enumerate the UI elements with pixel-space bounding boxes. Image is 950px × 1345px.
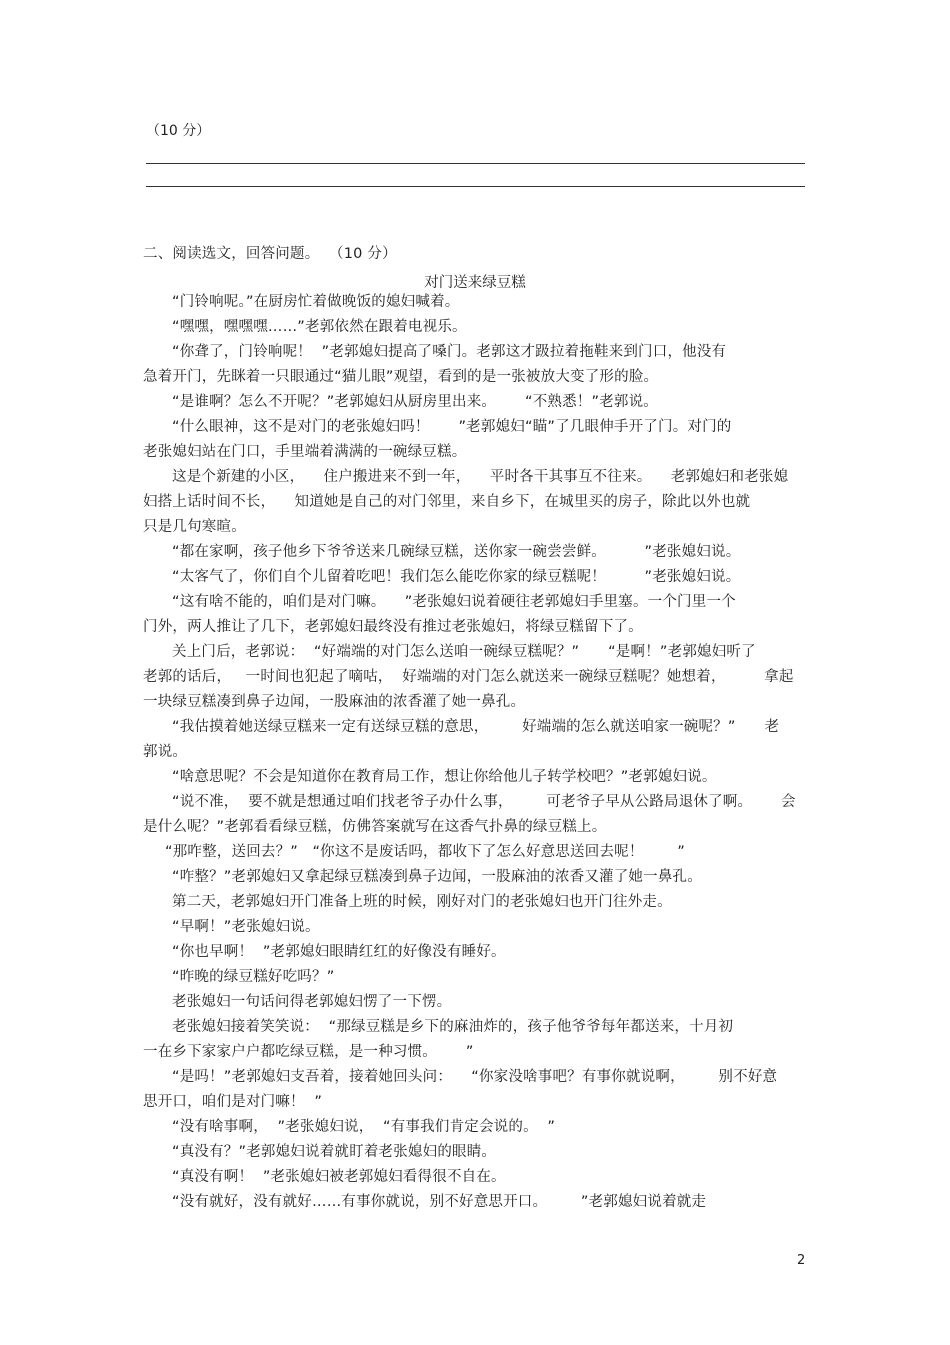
- text-line: “我估摸着她送绿豆糕来一定有送绿豆糕的意思， 好端端的怎么就送咱家一碗呢？” 老: [172, 719, 780, 735]
- text-line: 老张媳妇站在门口，手里端着满满的一碗绿豆糕。: [143, 444, 467, 460]
- text-line: 这是个新建的小区， 住户搬进来不到一年， 平时各干其事互不往来。 老郭媳妇和老张媳: [172, 469, 789, 485]
- text-line: “说不准， 要不就是想通过咱们找老爷子办什么事， 可老爷子早从公路局退休了啊。 会: [172, 794, 796, 810]
- text-line: 郭说。: [143, 744, 188, 760]
- text-line: “你聋了，门铃响呢！ ”老郭媳妇提高了嗓门。老郭这才趿拉着拖鞋来到门口，他没有: [172, 344, 727, 360]
- section-heading: 二、阅读选文，回答问题。 （10 分）: [143, 246, 397, 262]
- text-line: “真没有啊！ ”老张媳妇被老郭媳妇看得很不自在。: [172, 1169, 506, 1185]
- text-line: 是什么呢？”老郭看看绿豆糕，仿佛答案就写在这香气扑鼻的绿豆糕上。: [143, 819, 607, 835]
- score-label: （10 分）: [146, 123, 211, 139]
- text-line: “嘿嘿，嘿嘿嘿……”老郭依然在跟着电视乐。: [172, 319, 467, 335]
- text-line: “那咋整，送回去？” “你这不是废话吗，都收下了怎么好意思送回去呢！ ”: [165, 844, 685, 860]
- text-line: 第二天，老郭媳妇开门准备上班的时候，刚好对门的老张媳妇也开门往外走。: [172, 894, 672, 910]
- text-line: “没有就好，没有就好……有事你就说，别不好意思开口。 ”老郭媳妇说着就走: [172, 1194, 707, 1210]
- text-line: “啥意思呢？不会是知道你在教育局工作，想让你给他儿子转学校吧？”老郭媳妇说。: [172, 769, 717, 785]
- text-line: 思开口，咱们是对门嘛！ ”: [143, 1094, 323, 1110]
- text-line: “是吗！”老郭媳妇支吾着，接着她回头问： “你家没啥事吧？有事你就说啊， 别不好意: [172, 1069, 778, 1085]
- story-title: 对门送来绿豆糕: [424, 275, 526, 291]
- text-line: “太客气了，你们自个儿留着吃吧！我们怎么能吃你家的绿豆糕呢！ ”老张媳妇说。: [172, 569, 741, 585]
- text-line: 老张媳妇接着笑笑说： “那绿豆糕是乡下的麻油炸的，孩子他爷爷每年都送来，十月初: [172, 1019, 734, 1035]
- text-line: 老张媳妇一句话问得老郭媳妇愣了一下愣。: [172, 994, 452, 1010]
- text-line: 妇搭上话时间不长， 知道她是自己的对门邻里，来自乡下，在城里买的房子，除此以外也就: [143, 494, 751, 510]
- text-line: 老郭的话后， 一时间也犯起了嘀咕， 好端端的对门怎么就送来一碗绿豆糕呢？她想着， 拿起: [143, 669, 794, 685]
- text-line: “都在家啊，孩子他乡下爷爷送来几碗绿豆糕，送你家一碗尝尝鲜。 ”老张媳妇说。: [172, 544, 741, 560]
- answer-line-1: [146, 163, 805, 164]
- text-line: 一在乡下家家户户都吃绿豆糕，是一种习惯。 ”: [143, 1044, 474, 1060]
- text-line: “门铃响呢。”在厨房忙着做晚饭的媳妇喊着。: [172, 294, 460, 310]
- text-line: “这有啥不能的，咱们是对门嘛。 ”老张媳妇说着硬往老郭媳妇手里塞。一个门里一个: [172, 594, 736, 610]
- text-line: 关上门后，老郭说： “好端端的对门怎么送咱一碗绿豆糕呢？” “是啊！”老郭媳妇听了: [172, 644, 756, 660]
- text-line: 急着开门，先眯着一只眼通过“猫儿眼”观望，看到的是一张被放大变了形的脸。: [143, 369, 659, 385]
- text-line: 只是几句寒暄。: [143, 519, 246, 535]
- text-line: “真没有？”老郭媳妇说着就盯着老张媳妇的眼睛。: [172, 1144, 497, 1160]
- text-line: “没有啥事啊， ”老张媳妇说， “有事我们肯定会说的。 ”: [172, 1119, 556, 1135]
- text-line: “咋整？”老郭媳妇又拿起绿豆糕凑到鼻子边闻，一股麻油的浓香又灌了她一鼻孔。: [172, 869, 702, 885]
- text-line: “昨晚的绿豆糕好吃吗？”: [172, 969, 335, 985]
- text-line: “什么眼神，这不是对门的老张媳妇吗！ ”老郭媳妇“瞄”了几眼伸手开了门。对门的: [172, 419, 732, 435]
- page-number: 2: [797, 1253, 806, 1268]
- text-line: “你也早啊！ ”老郭媳妇眼睛红红的好像没有睡好。: [172, 944, 506, 960]
- text-line: “是谁啊？怎么不开呢？”老郭媳妇从厨房里出来。 “不熟悉！”老郭说。: [172, 394, 658, 410]
- text-line: 一块绿豆糕凑到鼻子边闻，一股麻油的浓香灌了她一鼻孔。: [143, 694, 526, 710]
- text-line: 门外，两人推让了几下，老郭媳妇最终没有推过老张媳妇，将绿豆糕留下了。: [143, 619, 643, 635]
- answer-line-2: [146, 186, 805, 187]
- text-line: “早啊！”老张媳妇说。: [172, 919, 320, 935]
